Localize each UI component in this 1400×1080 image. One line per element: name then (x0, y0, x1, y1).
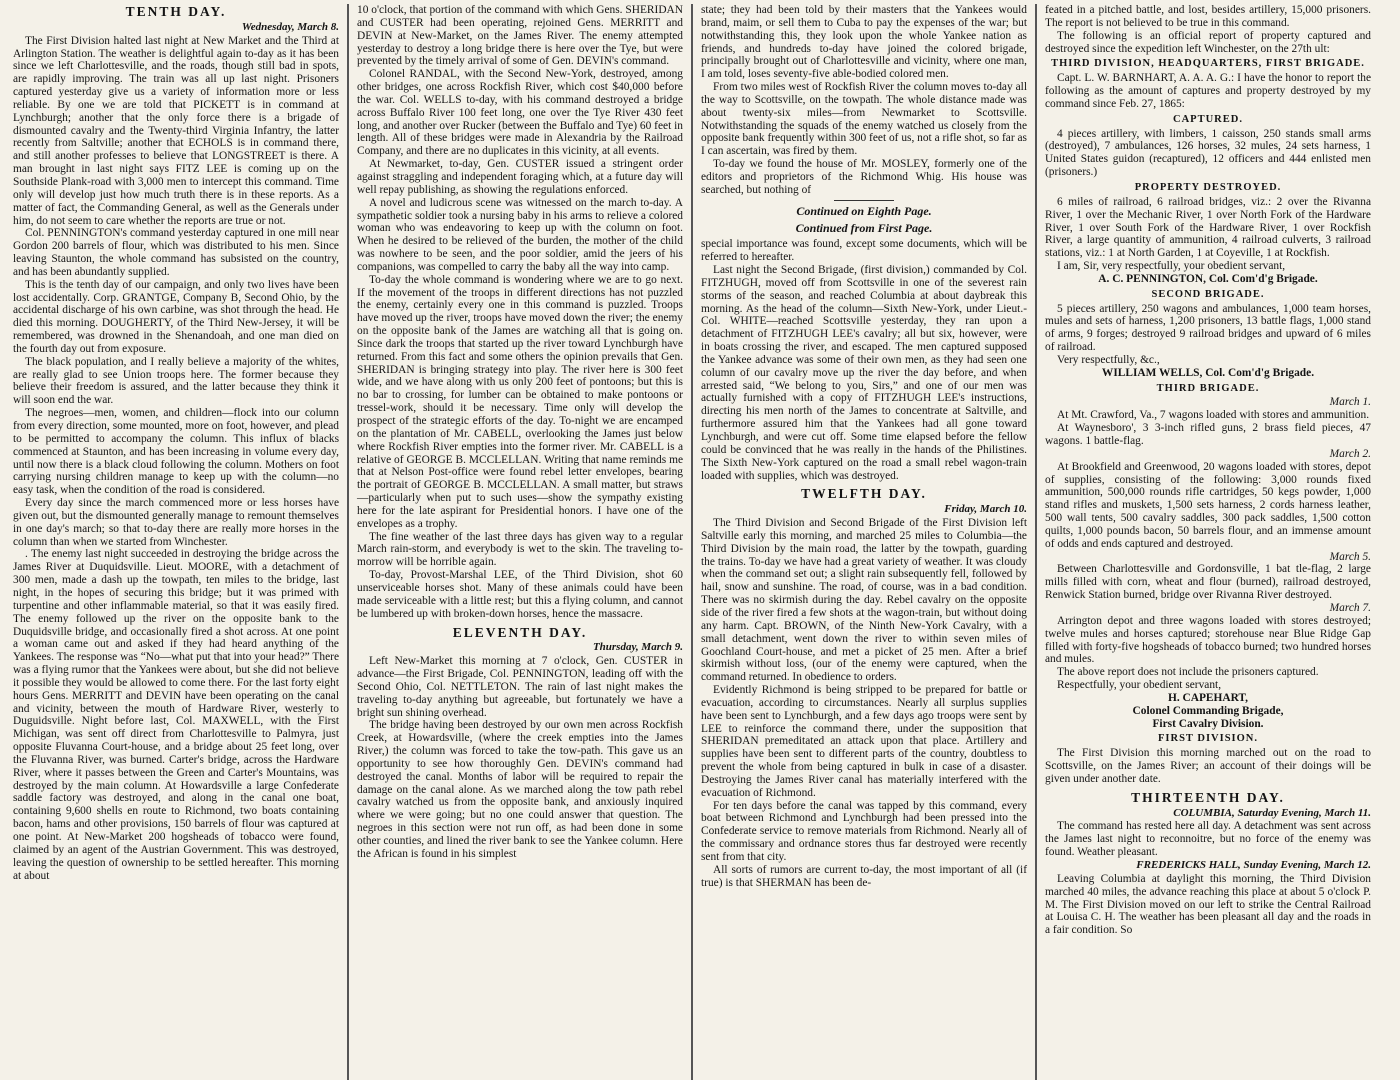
separator-rule (834, 200, 894, 201)
article-paragraph: 10 o'clock, that portion of the command with which Gens. SHERIDAN and CUSTER had been operating, rejoined Gens. MERRITT and DEVIN at New-Market, on the James River. The enemy attempted yesterday to destroy a long bridge there is here over the Tye, but were prevented by the timely arrival of some of Gen. DEVIN's command. (357, 4, 683, 68)
report-entry: Between Charlottesville and Gordonsville, 1 bat tle-flag, 2 large mills filled with corn, wheat and flour (burned), railroad destroyed, Renwick Station burned, bridge over Rivanna River destroyed. (1045, 563, 1371, 602)
eleventh-day-heading: ELEVENTH DAY. (452, 624, 588, 640)
signature-pennington: A. C. PENNINGTON, Col. Com'd'g Brigade. (1098, 272, 1318, 285)
article-paragraph: Evidently Richmond is being stripped to be prepared for battle or evacuation, according to circumstances. Nearly all surplus supplies have been sent to Lynchburgh, and a few days ago troops were sent by LEE to reinforce the command there, under the supposition that SHERIDAN premeditated an attack upon that place. Artillery and supplies have been sent to different parts of the country, doubtless to prevent the whole from being captured in bulk in case of a disaster. Destroying the James River canal has materially interfered with the evacuation of Richmond. (701, 684, 1027, 799)
report-header: THIRD DIVISION, HEADQUARTERS, FIRST BRIGADE. (1051, 58, 1365, 70)
closing-line: Very respectfully, &c., (1057, 353, 1160, 366)
captured-text: 4 pieces artillery, with limbers, 1 caisson, 250 stands small arms (destroyed), 7 ambulances, 126 horses, 32 mules, 24 sets harness, 1 United States guidon (recaptured), 12 officers and 444 enlisted men (prisoners.) (1045, 127, 1371, 179)
article-paragraph: Col. PENNINGTON's command yesterday captured in one mill near Gordon 200 barrels of flour, which was distributed to his men. Since leaving Staunton, the whole command has subsisted on the country, and has been abundantly supplied. (13, 227, 339, 278)
fredericks-hall-dateline: FREDERICKS HALL, Sunday Evening, March 12. (1136, 859, 1371, 871)
report-intro: Capt. L. W. BARNHART, A. A. A. G.: I have the honor to report the following as the amount of captures and property destroyed by my command since Feb. 27, 1865: (1045, 72, 1371, 110)
article-paragraph: The black population, and I really believe a majority of the whites, are really glad to see Union troops here. The former because they believe their freedom is assured, and the latter because they think it will soon end the war. (13, 355, 339, 407)
twelfth-day-dateline: Friday, March 10. (944, 503, 1027, 516)
twelfth-day-heading: TWELFTH DAY. (801, 486, 927, 502)
closing-line: Respectfully, your obedient servant, (1057, 679, 1222, 692)
article-paragraph: To-day the whole command is wondering where we are to go next. If the movement of the troops in different directions has not puzzled the enemy, certainly every one in this command is puzzled. Troops have moved up the river, troops have moved down the river; the enemy on the opposite bank of the James are watching all that is going on. Since dark the troops that started up the river toward Lynchburgh have returned. From this fact and some others the opinion prevails that Gen. SHERIDAN is bringing strategy into play. The river here is 300 feet wide, and we have along with us only 200 feet of pontoons; but this is no bar to crossing, for lumber can be obtained to make pontoons or tressel-work, should it be necessary. Time only will develop the prospect of the strategic efforts of the day. To-night we are encamped on the plantation of Mr. CABELL, overlooking the James just below where Rockfish River empties into the former river. Mr. CABELL is a relative of GEORGE B. MCCLELLAN. Writing that name reminds me that at Nelson Post-office were found rebel letter envelopes, bearing the portrait of GEORGE B. MCCLELLAN. A small matter, but straws—particularly when put to such uses—show the sympathy existing here for the late aspirant for Presidential honors. I have one of the envelopes as a trophy. (357, 273, 683, 530)
report-entry: Arrington depot and three wagons loaded with stores destroyed; twelve mules and horses captured; storehouse near Blue Ridge Gap filled with forty-five hogsheads of tobacco burned; two hundred horses and mules. (1045, 614, 1371, 666)
closing-line: I am, Sir, very respectfully, your obedient servant, (1057, 260, 1286, 273)
article-paragraph: Every day since the march commenced more or less horses have given out, but the dismounted generally manage to remount themselves in one day's march; so that to-day there are really more horses in the column than when we started from Winchester. (13, 497, 339, 548)
continued-from-note: Continued from First Page. (795, 220, 933, 235)
article-paragraph: The negroes—men, women, and children—flock into our column from every direction, some mounted, more on foot, however, and plead to be permitted to accompany the column. This influx of blacks commenced at Staunton, and has been increasing in volume every day, until now there is a black cloud following the column. Mothers on foot carrying nursing children manage to keep up with the column—no easy task, when the condition of the road is considered. (13, 407, 339, 497)
article-paragraph: The Third Division and Second Brigade of the First Division left Saltville early this morning, and marched 25 miles to Columbia—the Third Division by the main road, the latter by the towpath, guarding the trains. To-day we have had a great variety of weather. It was cloudy when the command set out; a slight rain subsequently fell, followed by hail, snow and sunshine. The road, of course, was in a bad condition. There was no skirmish during the day. Rebel cavalry on the opposite side of the river fired a few shots at the wagon-train, but without doing any harm. Capt. BROWN, of the Ninth New-York Cavalry, with a small detachment, went down the river to within seven miles of Goochland Court-house, and met a picket of 25 men. After a brief skirmish without loss, (our of the enemy were captured, when the command returned. In obedience to orders. (701, 517, 1027, 684)
article-paragraph: The fine weather of the last three days has given way to a regular March rain-storm, and everybody is wet to the skin. The traveling to-morrow will be horrible again. (357, 530, 683, 569)
article-paragraph: For ten days before the canal was tapped by this command, every boat between Richmond and Lynchburgh had been pressed into the Confederate service to remove materials from Richmond. Nearly all of the commissary and ordnance stores thus far destroyed were recently sent from that city. (701, 799, 1027, 863)
signature-wells: WILLIAM WELLS, Col. Com'd'g Brigade. (1101, 366, 1315, 379)
tenth-day-heading: TENTH DAY. (125, 4, 227, 19)
article-paragraph: Last night the Second Brigade, (first division,) commanded by Col. FITZHUGH, moved off from Scottsville in one of the severest rain storms of the season, and reached Columbia at about daybreak this morning. As the head of the column—Sixth New-York, under Lieut.-Col. WHITE—reached Scottsville yesterday, they ran upon a detachment of FITZHUGH LEE's cavalry; all but six, however, were in boats crossing the river, and escaped. The men captured supposed the Yankee advance was some of their own men, as they had seen one column of our cavalry move up the river the day before, and when arrested said, “We belong to you, Sirs,” and one of our men was actually furnished with a copy of FITZHUGH LEE's instructions, directing his men north of the James to concentrate at Saltville, and furthermore assured him that the Yankees had all gone toward Lynchburgh, and were cut off. Some time elapsed before the fellow could be convinced that he was really in the hands of the Philistines. The Sixth New-York captured on the road a small rebel wagon-train loaded with supplies, which was destroyed. (701, 264, 1027, 482)
captured-heading: CAPTURED. (1173, 113, 1243, 125)
first-division-heading: FIRST DIVISION. (1158, 733, 1258, 745)
article-paragraph: Left New-Market this morning at 7 o'clock, Gen. CUSTER in advance—the First Brigade, Col. PENNINGTON, leading off with the Second Ohio, Col. NETTLETON. The rain of last night makes the traveling to-day anything but agreeable, but fortunately we have a bright sun shining overhead. (357, 655, 683, 719)
article-paragraph: A novel and ludicrous scene was witnessed on the march to-day. A sympathetic soldier took a nursing baby in his arms to relieve a colored woman who was endeavoring to keep up with the column on foot. When he desired to be relieved of the burden, the mother of the child was nowhere to be seen, and the poor soldier, amid the jeers of his companions, was compelled to carry the baby all the way into camp. (357, 196, 683, 273)
article-paragraph: To-day we found the house of Mr. MOSLEY, formerly one of the editors and proprietors of the Richmond Whig. His house was searched, but nothing of (701, 158, 1027, 196)
first-division-text: The First Division this morning marched out on the road to Scottsville, on the James River; an account of their doings will be given under another date. (1045, 747, 1371, 785)
report-entry: At Waynesboro', 3 3-inch rifled guns, 2 brass field pieces, 47 wagons. 1 battle-flag. (1045, 422, 1371, 447)
article-paragraph: feated in a pitched battle, and lost, besides artillery, 15,000 prisoners. The report is not believed to be true in this command. (1045, 4, 1371, 29)
report-entry: The above report does not include the prisoners captured. (1057, 666, 1319, 679)
article-paragraph: special importance was found, except some documents, which will be referred to hereafter. (701, 238, 1027, 264)
date-march-2: March 2. (1329, 447, 1371, 460)
column-rule (691, 4, 693, 1080)
report-entry: At Mt. Crawford, Va., 7 wagons loaded with stores and ammunition. (1057, 409, 1370, 422)
date-march-1: March 1. (1329, 396, 1371, 409)
signature-capehart: H. CAPEHART, (1167, 691, 1249, 704)
eleventh-day-dateline: Thursday, March 9. (592, 641, 683, 654)
date-march-7: March 7. (1329, 601, 1371, 614)
property-destroyed-heading: PROPERTY DESTROYED. (1134, 181, 1282, 193)
thirteenth-day-heading: THIRTEENTH DAY. (1131, 789, 1285, 805)
article-paragraph: From two miles west of Rockfish River the column moves to-day all the way to Scottsville, on the towpath. The whole distance made was about twenty-six miles—from Newmarket to Scottsville. Notwithstanding the squads of the enemy watched us closely from the opposite bank frequently within 300 feet of us, not a rifle shot, so far as I can ascertain, was fired by them. (701, 81, 1027, 158)
article-paragraph: Colonel RANDAL, with the Second New-York, destroyed, among other bridges, one across Rockfish River, which cost $40,000 before the war. Col. WELLS to-day, with his command destroyed a bridge across Buffalo River 100 feet long, one over the Tye River 430 feet long, and another over Rucker (between the Buffalo and Tye) 60 feet in length. All of these bridges were made in Alexandria by the Railroad Company, and there are no duplicates in this vicinity, at all events. (357, 68, 683, 158)
article-paragraph: The First Division halted last night at New Market and the Third at Arlington Station. The weather is delightful again to-day as it has been since we left Charlottesville, and the roads, though still bad in spots, are rapidly improving. The train was all up last night. Prisoners captured yesterday give us a variety of information more or less reliable. By one we are told that PICKETT is in command at Lynchburgh; another that the only force there is a brigade of dismounted cavalry and the Twenty-third Virginia Infantry, the latter recently from Saltville; another that ECHOLS is in command there, and still another professes to believe that LONGSTREET is there. A man brought in last night says FITZ LEE is coming up on the Southside Plank-road with 3,000 men to intercept this command. Time only will develop just how much truth there is in these reports. As a matter of fact, the Commanding General, as well as the Generals under him, do not seem to care whether the reports are true or not. (13, 34, 339, 227)
column-2 (350, 4, 690, 1080)
article-paragraph: At Newmarket, to-day, Gen. CUSTER issued a stringent order against straggling and independent foraging which, at a future day will well repay publishing, as showing the regulations enforced. (357, 158, 683, 196)
column-rule (347, 4, 349, 1080)
article-paragraph: The command has rested here all day. A detachment was sent across the James last night to reconnoitre, but no force of the enemy was found. Weather pleasant. (1045, 820, 1371, 859)
column-rule (1035, 4, 1037, 1080)
signature-capehart-title: Colonel Commanding Brigade, (1132, 704, 1284, 717)
thirteenth-day-dateline: COLUMBIA, Saturday Evening, March 11. (1173, 806, 1371, 819)
second-brigade-heading: SECOND BRIGADE. (1151, 288, 1265, 300)
tenth-day-dateline: Wednesday, March 8. (241, 20, 339, 33)
article-paragraph: The following is an official report of property captured and destroyed since the expedition left Winchester, on the 27th ult: (1045, 29, 1371, 55)
column-4 (1038, 4, 1378, 1080)
article-paragraph: To-day, Provost-Marshal LEE, of the Third Division, shot 60 unserviceable horses shot. Many of these animals could have been made serviceable with a little rest; but this a flying column, and cannot be lumbered up with broken-down horses, hence the massacre. (357, 569, 683, 620)
article-paragraph: . The enemy last night succeeded in destroying the bridge across the James River at Duquidsville. Lieut. MOORE, with a detachment of 300 men, made a dash up the towpath, ten miles to the bridge, last night, in the hopes of securing this bridge; but it was primed with turpentine and other inflammable material, so that it was easily fired. The enemy followed up the river on the opposite bank to the Duquidsville bridge, and occasionally fired a shot across. At one point a woman came out and asked if they had heard anything of the Yankees. The response was “No—what put that into your head?” There was a flying rumor that the Yankees were about, but she did not believe it possible they would be allowed to come there. For the last forty eight hours Gens. MERRITT and DEVIN have been operating on the canal and vicinity, between the mouth of Hardware River, westerly to Duguidsville. Night before last, Col. MAXWELL, with the First Michigan, was sent off direct from Charlottesville to Palmyra, just opposite Fluvanna Court-house, and a bridge about 25 feet long, over the Fluvanna River, was burned. Carter's bridge, across the Hardware River, where it passes between the Green and Carter's Mountains, was destroyed by the main column. At Howardsville a large Confederate saddle factory was destroyed, and along in the canal one boat, containing 9,600 shells en route to Richmond, two boats containing bacon, hams and other provisions, 150 barrels of flour was captured at one point. At New-Market 200 hogsheads of tobacco were found, claimed by an agent of the Austrian Government. This was destroyed, leaving the question of ownership to be settled hereafter. This morning at about (13, 548, 339, 882)
article-paragraph: All sorts of rumors are current to-day, the most important of all (if true) is that SHERMAN has been de- (701, 863, 1027, 889)
article-paragraph: This is the tenth day of our campaign, and only two lives have been lost accidentally. Corp. GRANTGE, Company B, Second Ohio, by the accidental discharge of his own carbine, was shot through the head. He died this morning. DOUGHERTY, of the Third New-Jersey, it will be remembered, was drowned in the Shenandoah, and one man died on the fourth day out from exposure. (13, 278, 339, 355)
article-paragraph: Leaving Columbia at daylight this morning, the Third Division marched 40 miles, the advance reaching this place at about 5 o'clock P. M. The First Division moved on our left to strike the Central Railroad at Louisa C. H. The weather has been pleasant all day and the roads in a fair condition. So (1045, 872, 1371, 937)
second-brigade-text: 5 pieces artillery, 250 wagons and ambulances, 1,000 team horses, mules and sets of harness, 1,200 prisoners, 13 battle flags, 1,000 stand of arms, 9 forges; destroyed 9 railroad bridges and upward of 6 miles of railroad. (1045, 302, 1371, 354)
date-march-5: March 5. (1329, 550, 1371, 563)
column-1 (6, 4, 346, 1080)
property-destroyed-text: 6 miles of railroad, 6 railroad bridges, viz.: 2 over the Rivanna River, 1 over the Mechanic River, 1 over North Fork of the Hardware River, 1 over South Fork of the Hardware River, 1 over Rockfish River, a large quantity of ammunition, 4 railroad culverts, 3 railroad stations, viz.: 1 at North Garden, 1 at Coyeville, 1 at Rockfish. (1045, 195, 1371, 260)
article-paragraph: The bridge having been destroyed by our own men across Rockfish Creek, at Howardsville, (where the creek empties into the James River,) the column was forced to take the tow-path. This gave us an opportunity to see how thoroughly Gen. DEVIN's command had destroyed the canal. Months of labor will be required to repair the damage on the canal alone. As we marched along the tow path rebel cavalry watched us from the opposite bank, and anxiously inquired where we were going; but no one could answer that question. The negroes in this section were not run off, as had been done in some other counties, and lined the river bank to see the Yankee column. Here the African is found in his simplest (357, 719, 683, 860)
third-brigade-heading: THIRD BRIGADE. (1156, 382, 1260, 394)
column-3 (694, 4, 1034, 1080)
signature-capehart-division: First Cavalry Division. (1152, 717, 1264, 730)
continued-on-note: Continued on Eighth Page. (796, 203, 932, 218)
article-paragraph: state; they had been told by their masters that the Yankees would brand, maim, or sell them to Cuba to pay the expenses of the war; but notwithstanding this, they look upon the whole Yankee nation as friends, and hundreds to-day have joined the colored brigade, principally brought out of Charlottesville and vicinity, where one man, I am told, loses seventy-five able-bodied colored men. (701, 4, 1027, 81)
report-entry: At Brookfield and Greenwood, 20 wagons loaded with stores, depot of supplies, consisting of the following: 3,000 rounds fixed ammunition, 500,000 rounds rifle cartridges, 50 kegs powder, 1,000 stand rifles and muskets, 1,500 sets harness, 2 cords harness leather, 500 wall tents, 500 cavalry saddles, 300 pack saddles, 1,500 cotton quilts, 1,000 pounds bacon, 50 barrels flour, and an immense amount of odds and ends captured and destroyed. (1045, 460, 1371, 550)
